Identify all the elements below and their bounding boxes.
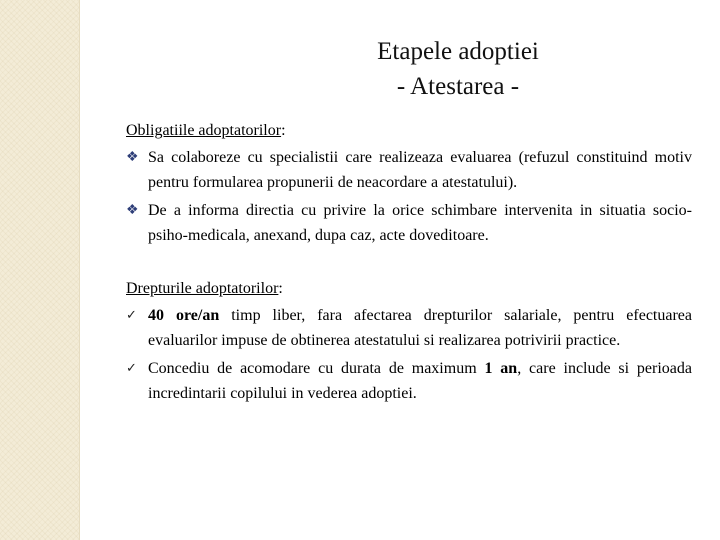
- diamond-bullet-icon: ❖: [126, 203, 139, 218]
- obligations-heading-text: Obligatiile adoptatorilor: [126, 122, 282, 139]
- right-item: [126, 303, 692, 353]
- checkmark-bullet-icon: ✓: [126, 308, 137, 323]
- title-line-2: - Atestarea -: [396, 73, 520, 100]
- right-item-text: timp liber, fara afectarea drepturilor salariale, pentru efectuarea evaluarilor impuse de obtinerea atestatului si realizarea potrivirii practice.: [148, 307, 693, 349]
- obligation-item-text: De a informa directia cu privire la orice schimbare intervenita in situatia socio-psiho-medicala, anexand, dupa caz, acte doveditoare.: [148, 202, 692, 244]
- diamond-bullet-icon: ❖: [126, 150, 139, 165]
- right-item-bold: 1 an: [484, 360, 518, 377]
- slide-title: [120, 34, 700, 104]
- obligation-item: [126, 198, 692, 248]
- rights-heading-text: Drepturile adoptatorilor: [126, 280, 279, 297]
- slide-content: [126, 118, 692, 406]
- right-item-text-pre: Concediu de acomodare cu durata de maximum: [148, 360, 485, 377]
- decorative-side-strip: [0, 0, 80, 540]
- rights-heading-colon: :: [278, 280, 283, 297]
- obligations-heading-colon: :: [281, 122, 286, 139]
- title-line-1: Etapele adoptiei: [377, 38, 539, 65]
- right-item-text: , care include si perioada incredintarii copilului in vederea adoptiei.: [148, 360, 692, 402]
- obligations-heading: [126, 118, 692, 143]
- right-item: [126, 356, 692, 406]
- obligation-item: [126, 145, 692, 195]
- rights-heading: [126, 276, 692, 301]
- checkmark-bullet-icon: ✓: [126, 361, 137, 376]
- obligation-item-text: Sa colaboreze cu specialistii care realizeaza evaluarea (refuzul constituind motiv pentru formularea propunerii de neacordare a atestatului).: [148, 149, 692, 191]
- right-item-bold: 40 ore/an: [148, 307, 220, 324]
